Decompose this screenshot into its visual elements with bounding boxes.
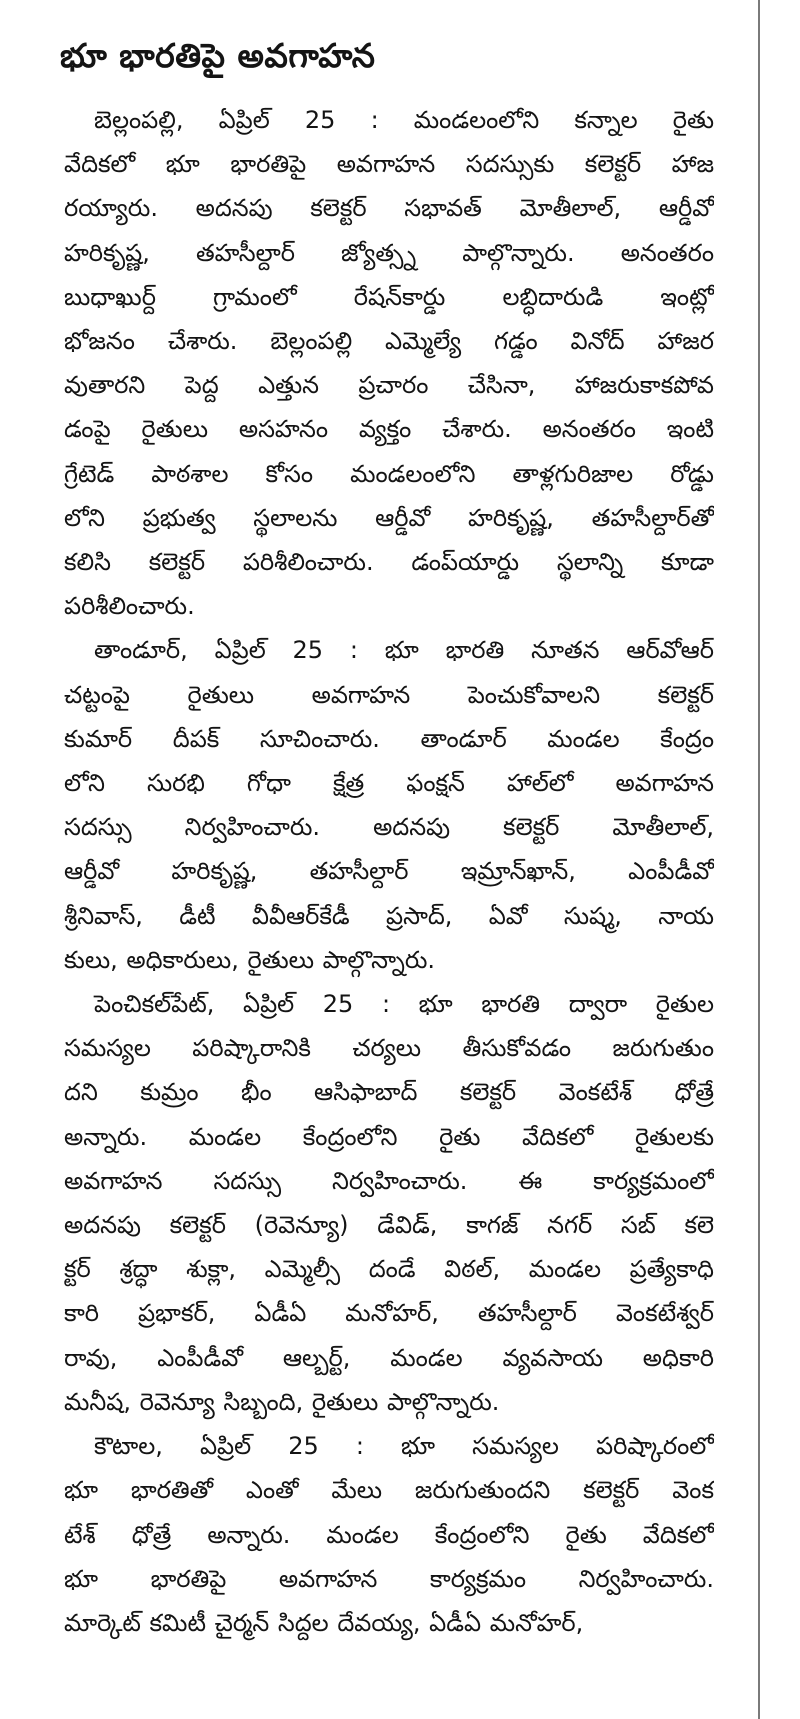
text-line: క్టర్ శ్రద్ధా శుక్లా, ఎమ్మెల్సీ దండే విఠల్, మండల ప్రత్యేకాధి bbox=[64, 1255, 714, 1284]
text-line: హరికృష్ణ, తహసీల్దార్ జ్యోత్స్న పాల్గొన్నారు. అనంతరం bbox=[64, 238, 714, 267]
paragraph bbox=[64, 982, 714, 1424]
text-line: టేశ్ ధోత్రే అన్నారు. మండల కేంద్రంలోని రైతు వేదికలో bbox=[64, 1520, 714, 1549]
text-line: కారి ప్రభాకర్, ఏడీఏ మనోహర్, తహసీల్దార్ వెంకటేశ్వర్ bbox=[64, 1299, 714, 1328]
text-line: లోని ప్రభుత్వ స్థలాలను ఆర్డీవో హరికృష్ణ, తహసీల్దార్‌తో bbox=[64, 503, 714, 532]
text-line: కులు, అధికారులు, రైతులు పాల్గొన్నారు. bbox=[64, 945, 436, 974]
text-line: వేదికలో భూ భారతిపై అవగాహన సదస్సుకు కలెక్టర్ హాజ bbox=[64, 150, 714, 179]
text-line: ఆర్డీవో హరికృష్ణ, తహసీల్దార్ ఇమ్రాన్‌ఖాన్, ఎంపీడీవో bbox=[64, 857, 714, 886]
text-line: సమస్యల పరిష్కారానికి చర్యలు తీసుకోవడం జరుగుతుం bbox=[64, 1034, 714, 1063]
text-line: సదస్సు నిర్వహించారు. అదనపు కలెక్టర్ మోతీలాల్, bbox=[64, 813, 714, 842]
text-line: తాండూర్, ఏప్రిల్ 25 : భూ భారతి నూతన ఆర్‌వోఆర్ bbox=[94, 636, 714, 665]
text-line: పరిశీలించారు. bbox=[64, 592, 195, 621]
text-line: శ్రీనివాస్, డీటీ వీవీఆర్‌కేడీ ప్రసాద్, ఏవో సుష్మ, నాయ bbox=[64, 901, 714, 930]
paragraph bbox=[64, 98, 714, 628]
article bbox=[60, 20, 714, 1645]
text-line: బుధాఖుర్ద్ గ్రామంలో రేషన్‌కార్డు లబ్ధిదారుడి ఇంట్లో bbox=[64, 282, 714, 311]
headline: భూ భారతిపై అవగాహన bbox=[60, 36, 376, 75]
text-line: కలిసి కలెక్టర్ పరిశీలించారు. డంప్‌యార్డు స్థలాన్ని కూడా bbox=[64, 548, 714, 577]
text-line: మనీష, రెవెన్యూ సిబ్బంది, రైతులు పాల్గొన్నారు. bbox=[64, 1387, 500, 1416]
text-line: లోని సురభి గోధా క్షేత్ర ఫంక్షన్ హాల్‌లో అవగాహన bbox=[64, 769, 714, 798]
text-line: పెంచికల్‌పేట్, ఏప్రిల్ 25 : భూ భారతి ద్వారా రైతుల bbox=[94, 990, 714, 1019]
text-line: దని కుమ్రం భీం ఆసిఫాబాద్ కలెక్టర్ వెంకటేశ్ ధోత్రే bbox=[64, 1078, 714, 1107]
text-line: రావు, ఎంపీడీవో ఆల్బర్ట్, మండల వ్యవసాయ అధికారి bbox=[64, 1343, 714, 1372]
text-line: గ్రేటెడ్ పాఠశాల కోసం మండలంలోని తాళ్లగురిజాల రోడ్డు bbox=[64, 459, 714, 488]
paragraph bbox=[64, 628, 714, 982]
text-line: కుమార్ దీపక్ సూచించారు. తాండూర్ మండల కేంద్రం bbox=[64, 724, 714, 753]
text-line: భూ భారతిపై అవగాహన కార్యక్రమం నిర్వహించారు. bbox=[64, 1564, 714, 1593]
text-line: బెల్లంపల్లి, ఏప్రిల్ 25 : మండలంలోని కన్నాల రైతు bbox=[94, 106, 714, 134]
text-line: మార్కెట్ కమిటీ చైర్మన్ సిద్దల దేవయ్య, ఏడీఏ మనోహర్, bbox=[64, 1608, 584, 1637]
text-line: వుతారని పెద్ద ఎత్తున ప్రచారం చేసినా, హాజరుకాకపోవ bbox=[64, 371, 714, 400]
text-line: అదనపు కలెక్టర్ (రెవెన్యూ) డేవిడ్, కాగజ్ నగర్ సబ్ కలె bbox=[64, 1211, 714, 1240]
text-line: చట్టంపై రైతులు అవగాహన పెంచుకోవాలని కలెక్టర్ bbox=[64, 680, 714, 709]
text-line: కౌటాల, ఏప్రిల్ 25 : భూ సమస్యల పరిష్కారంలో bbox=[94, 1432, 714, 1461]
text-line: అన్నారు. మండల కేంద్రంలోని రైతు వేదికలో రైతులకు bbox=[64, 1122, 714, 1151]
text-line: డంపై రైతులు అసహనం వ్యక్తం చేశారు. అనంతరం ఇంటి bbox=[64, 415, 714, 444]
paragraph bbox=[64, 1424, 714, 1645]
article-body bbox=[64, 98, 714, 1645]
text-line: భోజనం చేశారు. బెల్లంపల్లి ఎమ్మెల్యే గడ్డం వినోద్ హాజర bbox=[64, 327, 714, 356]
text-line: భూ భారతితో ఎంతో మేలు జరుగుతుందని కలెక్టర్ వెంక bbox=[64, 1476, 714, 1505]
text-line: అవగాహన సదస్సు నిర్వహించారు. ఈ కార్యక్రమంలో bbox=[64, 1166, 714, 1195]
column-divider bbox=[758, 0, 760, 1719]
text-line: రయ్యారు. అదనపు కలెక్టర్ సభావత్ మోతీలాల్, ఆర్డీవో bbox=[64, 194, 714, 223]
